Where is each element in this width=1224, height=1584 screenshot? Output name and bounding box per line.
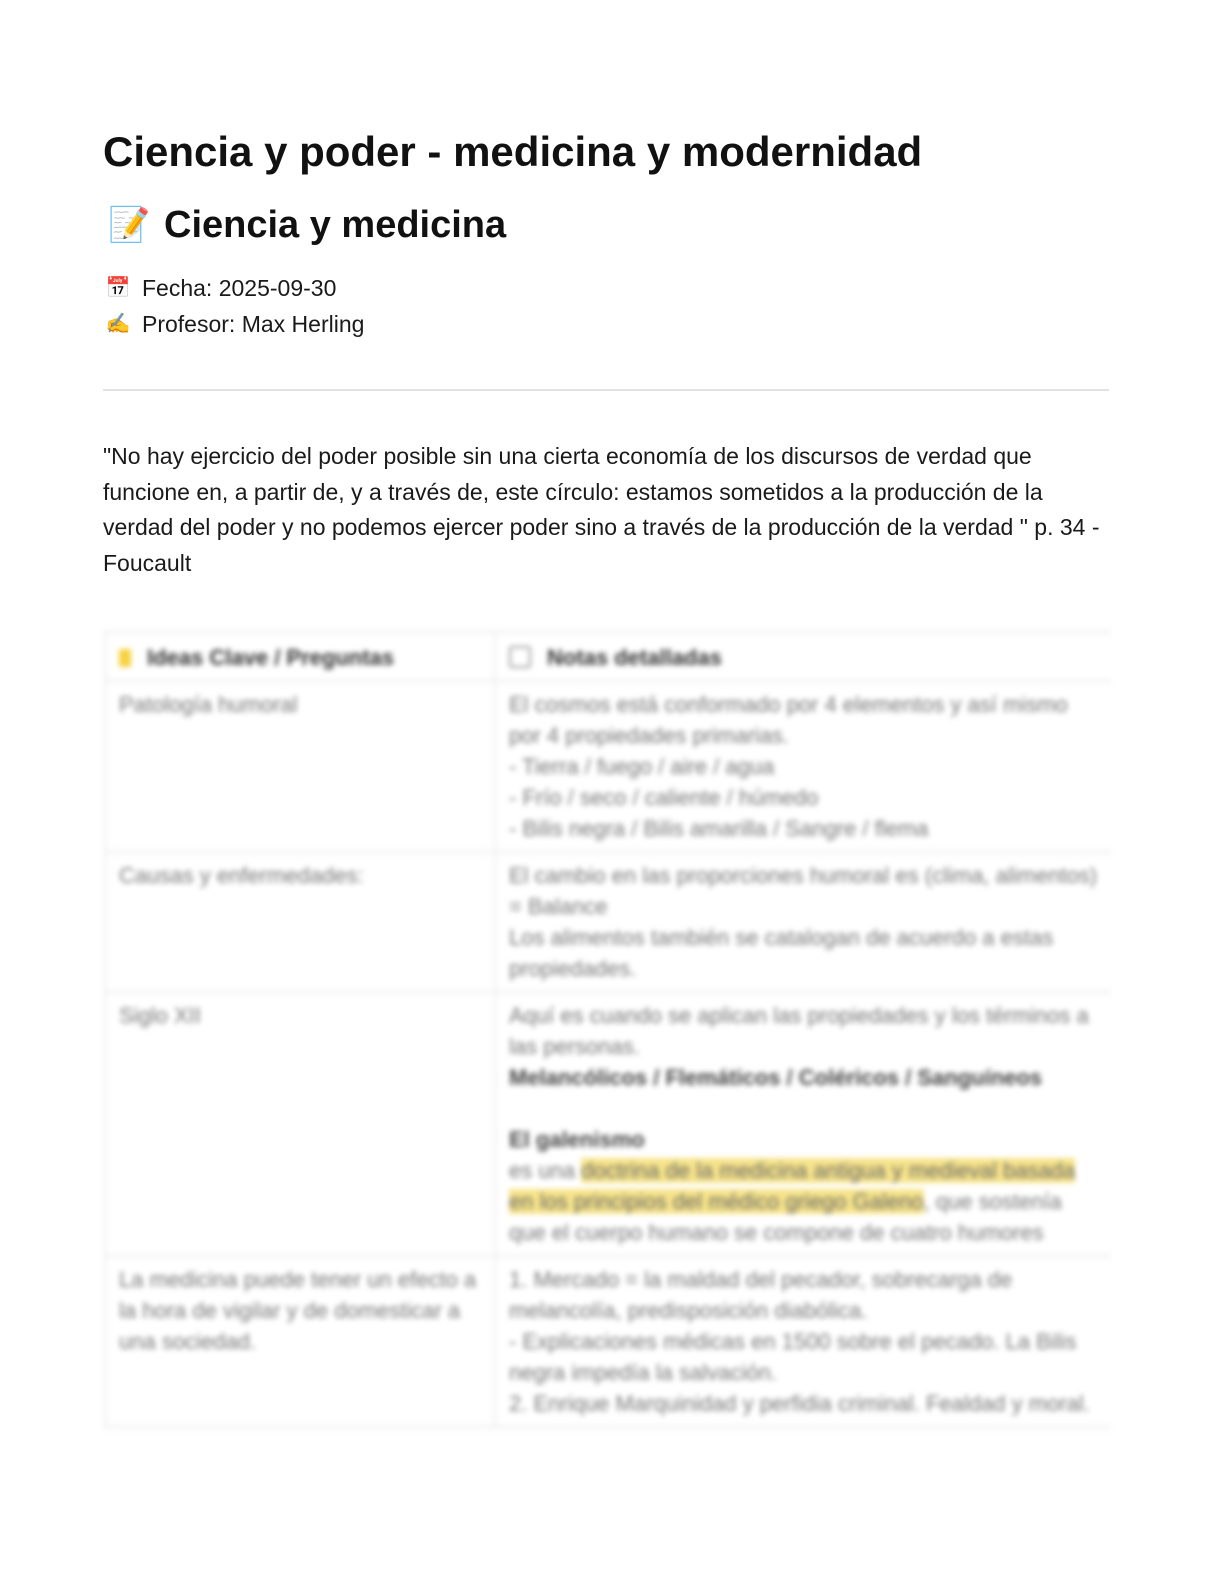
page-title: Ciencia y poder - medicina y modernidad <box>103 128 923 175</box>
date-text: Fecha: 2025-09-30 <box>142 275 337 301</box>
spacer <box>509 1093 1101 1124</box>
note-line: El cosmos está conformado por 4 elementos y así mismo por 4 propiedades primarias. <box>509 692 1068 748</box>
notes-cell <box>495 1256 1111 1427</box>
foucault-quote: "No hay ejercicio del poder posible sin una cierta economía de los discursos de verdad que funcione en, a partir de, y a través de, este círculo: estamos sometidos a la producción de la verdad del poder y no podemos ejercer poder sino a través de la producción de la verdad " p. 34 - Foucault <box>103 443 1100 576</box>
galenism-heading: El galenismo <box>509 1127 645 1152</box>
sticky-note-icon <box>119 649 131 667</box>
note-line: 1. Mercado = la maldad del pecador, sobrecarga de melancolía, predisposición diabólica. <box>509 1267 1013 1323</box>
divider <box>103 389 1109 391</box>
key-cell: Patología humoral <box>105 681 495 852</box>
table-header-row <box>105 632 1111 681</box>
table-row <box>105 852 1111 992</box>
note-line: - Frío / seco / caliente / húmedo <box>509 785 819 810</box>
pencil-icon <box>509 646 531 668</box>
table-row <box>105 992 1111 1256</box>
key-cell: Causas y enfermedades: <box>105 852 495 992</box>
notes-cell <box>495 681 1111 852</box>
section-heading <box>108 200 506 250</box>
section-heading-text: Ciencia y medicina <box>164 204 507 246</box>
note-line: - Explicaciones médicas en 1500 sobre el pecado. La Bilis negra impedía la salvación. <box>509 1329 1077 1385</box>
note-line: 2. Enrique Marquinidad y perfidia criminal. Fealdad y moral. <box>509 1391 1090 1416</box>
notes-cell <box>495 852 1111 992</box>
highlighted-text: doctrina de la medicina antigua y medieval basada en los principios del médico griego Galeno <box>509 1158 1076 1214</box>
temperaments-line: Melancólicos / Flemáticos / Coléricos / Sanguíneos <box>509 1065 1043 1090</box>
professor-row <box>105 306 364 342</box>
key-cell: Siglo XII <box>105 992 495 1256</box>
writing-hand-icon: ✍️ <box>105 313 131 335</box>
note-line: Los alimentos también se catalogan de acuerdo a estas propiedades. <box>509 925 1054 981</box>
notes-cell <box>495 992 1111 1256</box>
notes-table-container <box>103 630 1111 1530</box>
note-line: El cambio en las proporciones humoral es (clima, alimentos) = Balance <box>509 863 1098 919</box>
professor-text: Profesor: Max Herling <box>142 311 365 337</box>
note-line: - Tierra / fuego / aire / agua <box>509 754 775 779</box>
meta-list <box>105 270 364 342</box>
notes-table <box>103 630 1111 1429</box>
key-cell: La medicina puede tener un efecto a la hora de vigilar y de domesticar a una sociedad. <box>105 1256 495 1427</box>
note-line: Aquí es cuando se aplican las propiedades y los términos a las personas. <box>509 1003 1089 1059</box>
calendar-icon: 📅 <box>105 277 131 299</box>
table-row <box>105 681 1111 852</box>
galenism-paragraph: es una doctrina de la medicina antigua y medieval basada en los principios del médico griego Galeno, que sostenía que el cuerpo humano se compone de cuatro humores <box>509 1158 1076 1245</box>
date-row <box>105 270 364 306</box>
note-line: - Bilis negra / Bilis amarilla / Sangre / flema <box>509 816 929 841</box>
memo-icon: 📝 <box>108 206 151 244</box>
header-key-ideas: Ideas Clave / Preguntas <box>105 632 495 681</box>
header-detailed-notes: Notas detalladas <box>495 632 1111 681</box>
table-row <box>105 1256 1111 1427</box>
